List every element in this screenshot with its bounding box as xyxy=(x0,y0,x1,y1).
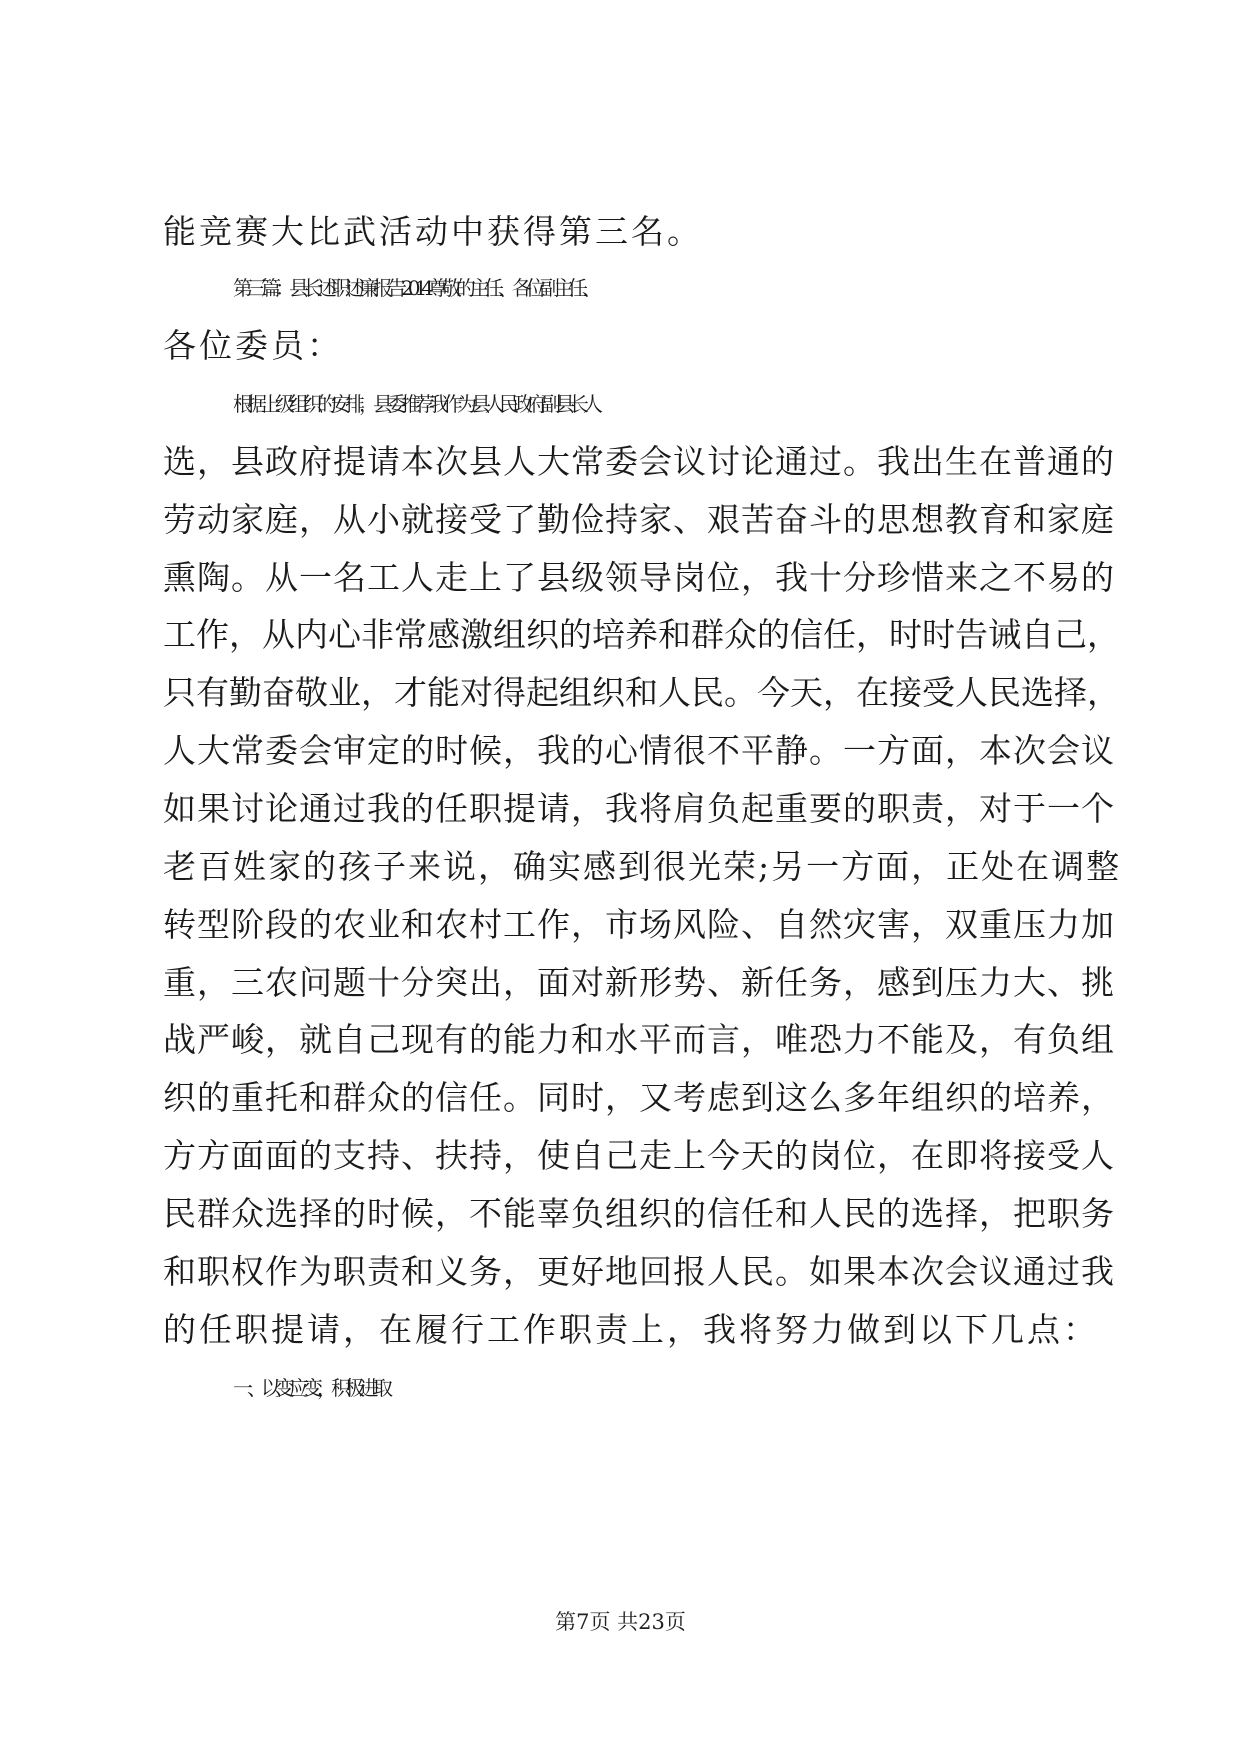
text-line: 方方面面的支持、扶持，使自己走上今天的岗位，在即将接受人 xyxy=(163,1136,1115,1175)
subsection-heading-line: 一、以变应变，积极进取 xyxy=(233,1376,387,1400)
text-line: 人大常委会审定的时候，我的心情很不平静。一方面，本次会议 xyxy=(163,731,1115,770)
text-line: 转型阶段的农业和农村工作，市场风险、自然灾害，双重压力加 xyxy=(163,905,1115,944)
text-line: 各位委员： xyxy=(163,326,343,365)
text-line: 民群众选择的时候，不能辜负组织的信任和人民的选择，把职务 xyxy=(163,1194,1115,1233)
text-line: 劳动家庭，从小就接受了勤俭持家、艰苦奋斗的思想教育和家庭 xyxy=(163,500,1115,539)
text-line: 如果讨论通过我的任职提请，我将肩负起重要的职责，对于一个 xyxy=(163,789,1115,828)
text-line: 选，县政府提请本次县人大常委会议讨论通过。我出生在普通的 xyxy=(163,442,1115,481)
text-line: 和职权作为职责和义务，更好地回报人民。如果本次会议通过我 xyxy=(163,1252,1115,1291)
text-line: 的任职提请，在履行工作职责上，我将努力做到以下几点： xyxy=(163,1310,1099,1349)
text-line: 战严峻，就自己现有的能力和水平而言，唯恐力不能及，有负组 xyxy=(163,1020,1115,1059)
text-line: 只有勤奋敬业，才能对得起组织和人民。今天，在接受人民选择， xyxy=(163,673,1120,712)
text-line: 织的重托和群众的信任。同时，又考虑到这么多年组织的培养， xyxy=(163,1078,1115,1117)
text-line: 重，三农问题十分突出，面对新形势、新任务，感到压力大、挑 xyxy=(163,963,1115,1002)
paragraph-start-line: 根据上级组织的安排，县委推荐我作为县人民政府副县长人 xyxy=(233,392,597,416)
text-line: 熏陶。从一名工人走上了县级领导岗位，我十分珍惜来之不易的 xyxy=(163,558,1115,597)
text-line: 能竞赛大比武活动中获得第三名。 xyxy=(163,212,703,251)
section-heading-line: 第三篇：县长述职述廉报告2014尊敬的主任、各位副主任、 xyxy=(233,276,596,300)
text-line: 老百姓家的孩子来说，确实感到很光荣;另一方面，正处在调整 xyxy=(163,847,1122,886)
page-number-footer: 第7页 共23页 xyxy=(555,1610,686,1634)
text-line: 工作，从内心非常感激组织的培养和群众的信任，时时告诫自己， xyxy=(163,615,1120,654)
